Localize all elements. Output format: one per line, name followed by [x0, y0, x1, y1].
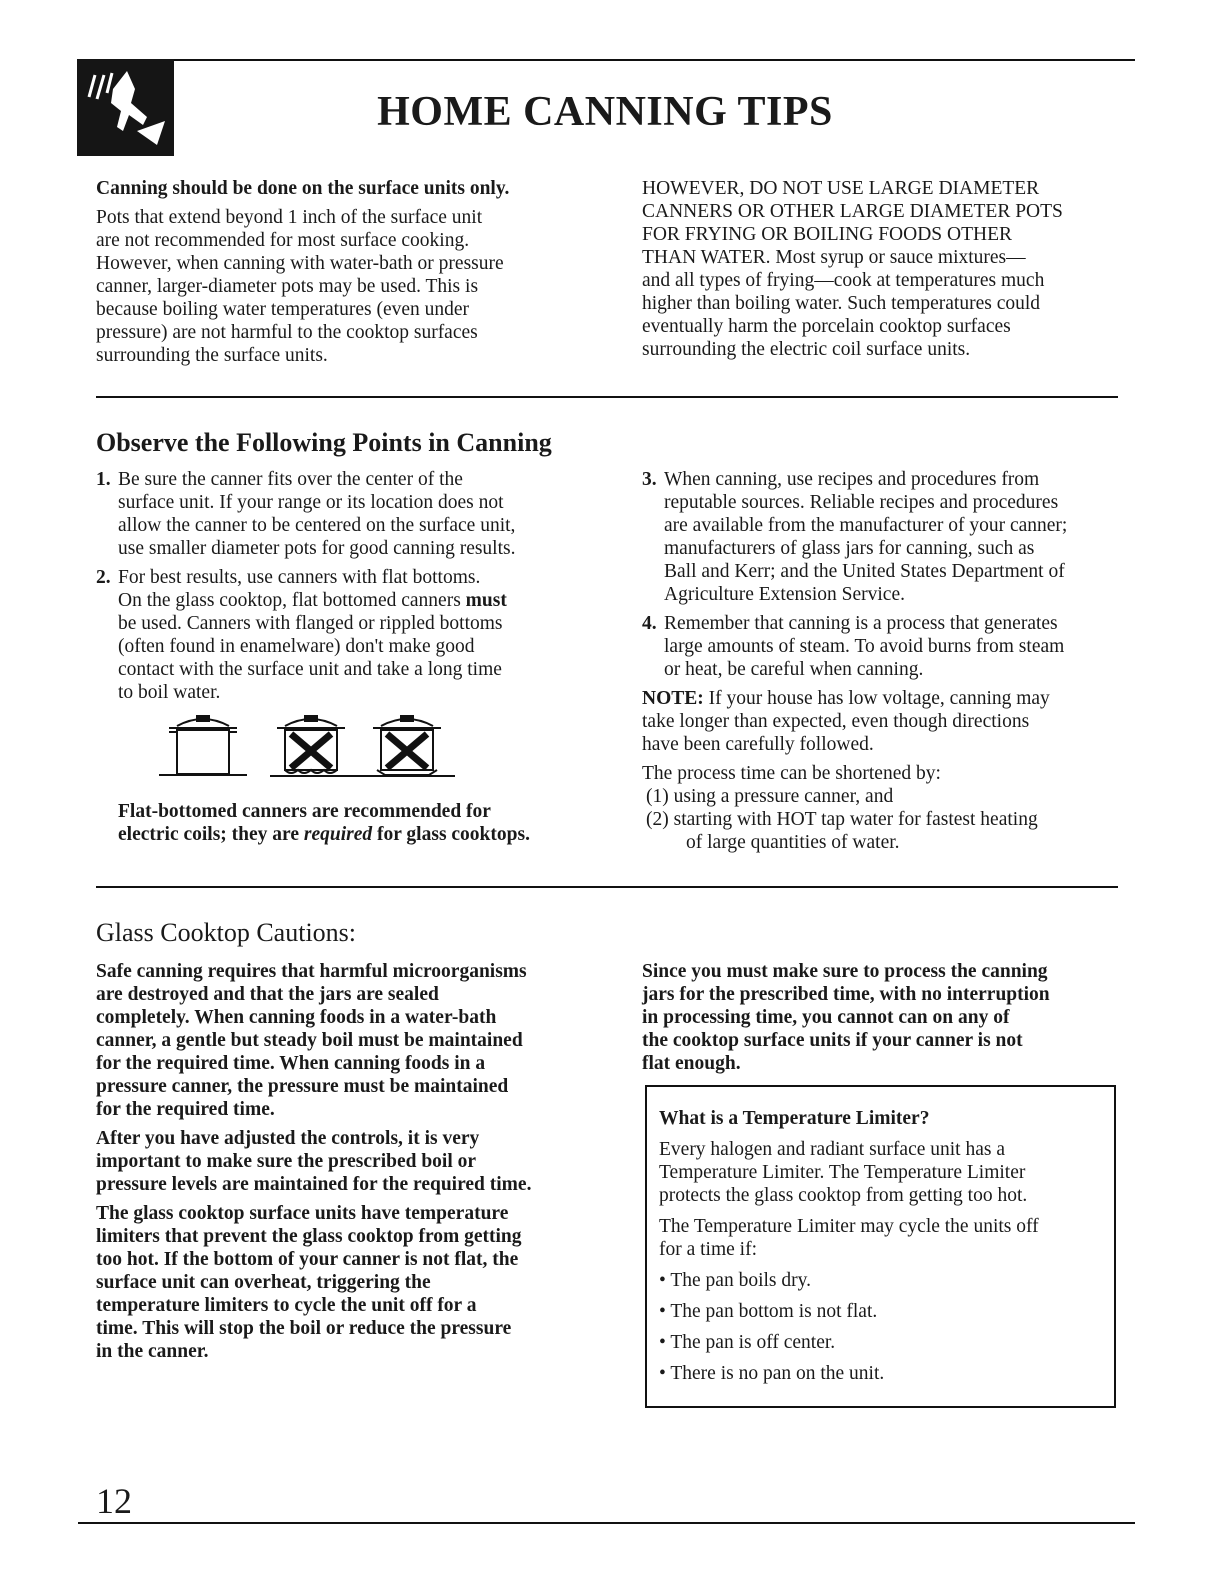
text-run: for glass cooktops.: [372, 824, 530, 845]
text-line: pressure canner, the pressure must be maintained: [96, 1076, 509, 1097]
text-line: take longer than expected, even though directions: [642, 711, 1030, 732]
list-item: [96, 468, 576, 560]
text-line: for the required time. When canning foods in a: [96, 1053, 486, 1074]
page-number: 12: [96, 1481, 132, 1521]
text-line: surface unit. If your range or its location does not: [118, 492, 504, 513]
text-line: allow the canner to be centered on the surface unit,: [118, 515, 516, 536]
text-line: [118, 589, 576, 612]
intro-heading: Canning should be done on the surface units only.: [96, 178, 510, 199]
section-divider: [96, 886, 1118, 888]
process-block: [642, 762, 1122, 854]
observe-right-column: [642, 468, 1122, 854]
top-rule: [78, 59, 1135, 61]
canner-caption: [118, 800, 578, 846]
text-line: canner, larger-diameter pots may be used. This is: [96, 276, 479, 297]
text-line: The Temperature Limiter may cycle the units off: [659, 1216, 1039, 1237]
text-line: because boiling water temperatures (even under: [96, 299, 470, 320]
glass-paragraph: [96, 1127, 586, 1196]
bullet-item: • The pan bottom is not flat.: [659, 1301, 878, 1322]
bullet-item: • The pan boils dry.: [659, 1270, 811, 1291]
list-item: [96, 566, 576, 704]
text-line: Safe canning requires that harmful microorganisms: [96, 961, 527, 982]
text-line: for a time if:: [659, 1239, 758, 1260]
text-line: [642, 687, 1122, 710]
box-title: What is a Temperature Limiter?: [659, 1108, 930, 1129]
text-line: CANNERS OR OTHER LARGE DIAMETER POTS: [642, 201, 1063, 222]
emphasis-text: required: [303, 824, 373, 845]
observe-heading: Observe the Following Points in Canning: [96, 428, 552, 457]
canning-logo-icon: [77, 59, 174, 156]
text-line: HOWEVER, DO NOT USE LARGE DIAMETER: [642, 178, 1040, 199]
canner-illustration: [155, 712, 465, 780]
emphasis-text: must: [465, 590, 507, 611]
page-title: HOME CANNING TIPS: [377, 89, 833, 135]
text-line: pressure levels are maintained for the required time.: [96, 1174, 532, 1195]
glass-left-column: [96, 960, 586, 1363]
text-line: For best results, use canners with flat bottoms.: [118, 567, 481, 588]
text-line: are destroyed and that the jars are sealed: [96, 984, 439, 1005]
observe-left-column: [96, 468, 576, 704]
text-line: (2) starting with HOT tap water for fastest heating: [646, 809, 1038, 830]
text-line: flat enough.: [642, 1053, 741, 1074]
text-line: The glass cooktop surface units have temperature: [96, 1203, 509, 1224]
caption-line: Flat-bottomed canners are recommended for: [118, 801, 491, 822]
text-line: and all types of frying—cook at temperatures much: [642, 270, 1045, 291]
text-line: After you have adjusted the controls, it is very: [96, 1128, 480, 1149]
item-number: 1.: [96, 469, 111, 490]
footer-rule: [78, 1522, 1135, 1524]
text-line: are not recommended for most surface cooking.: [96, 230, 470, 251]
text-line: Pots that extend beyond 1 inch of the surface unit: [96, 207, 483, 228]
glass-right-paragraph: [642, 960, 1122, 1075]
text-line: canner, a gentle but steady boil must be maintained: [96, 1030, 523, 1051]
text-line: Ball and Kerr; and the United States Department of: [664, 561, 1065, 582]
temperature-limiter-box: [645, 1085, 1116, 1408]
glass-heading: Glass Cooktop Cautions:: [96, 918, 357, 947]
intro-left-text: [96, 206, 566, 367]
text-line: in the canner.: [96, 1341, 209, 1362]
text-line: too hot. If the bottom of your canner is not flat, the: [96, 1249, 519, 1270]
text-line: (often found in enamelware) don't make good: [118, 636, 475, 657]
text-line: When canning, use recipes and procedures from: [664, 469, 1040, 490]
text-line: Remember that canning is a process that generates: [664, 613, 1058, 634]
text-line: surrounding the electric coil surface units.: [642, 339, 971, 360]
note-block: [642, 687, 1122, 756]
text-run: electric coils; they are: [118, 824, 304, 845]
text-line: However, when canning with water-bath or pressure: [96, 253, 504, 274]
item-number: 3.: [642, 469, 657, 490]
flanged-canner-icon: [373, 716, 441, 775]
text-line: THAN WATER. Most syrup or sauce mixtures—: [642, 247, 1026, 268]
note-label: NOTE:: [642, 688, 704, 709]
text-run: On the glass cooktop, flat bottomed canners: [118, 590, 466, 611]
text-line: important to make sure the prescribed boil or: [96, 1151, 477, 1172]
caption-line: [118, 823, 578, 846]
text-line: have been carefully followed.: [642, 734, 874, 755]
text-line: time. This will stop the boil or reduce the pressure: [96, 1318, 512, 1339]
item-number: 4.: [642, 613, 657, 634]
text-line: of large quantities of water.: [686, 832, 900, 853]
text-line: limiters that prevent the glass cooktop from getting: [96, 1226, 522, 1247]
text-line: higher than boiling water. Such temperatures could: [642, 293, 1041, 314]
text-line: completely. When canning foods in a water-bath: [96, 1007, 497, 1028]
text-line: manufacturers of glass jars for canning, such as: [664, 538, 1035, 559]
text-line: in processing time, you cannot can on any of: [642, 1007, 1010, 1028]
text-line: contact with the surface unit and take a long time: [118, 659, 502, 680]
text-line: FOR FRYING OR BOILING FOODS OTHER: [642, 224, 1012, 245]
text-line: protects the glass cooktop from getting too hot.: [659, 1185, 1028, 1206]
text-line: the cooktop surface units if your canner is not: [642, 1030, 1023, 1051]
text-line: use smaller diameter pots for good canning results.: [118, 538, 516, 559]
text-line: surrounding the surface units.: [96, 345, 328, 366]
bullet-item: • The pan is off center.: [659, 1332, 836, 1353]
bullet-item: • There is no pan on the unit.: [659, 1363, 885, 1384]
glass-paragraph: [96, 960, 586, 1121]
text-line: large amounts of steam. To avoid burns from steam: [664, 636, 1065, 657]
text-line: for the required time.: [96, 1099, 275, 1120]
text-line: jars for the prescribed time, with no interruption: [642, 984, 1050, 1005]
intro-right: [642, 177, 1122, 361]
text-line: Be sure the canner fits over the center of the: [118, 469, 463, 490]
item-number: 2.: [96, 567, 111, 588]
rippled-canner-icon: [277, 716, 345, 773]
text-line: surface unit can overheat, triggering the: [96, 1272, 431, 1293]
text-line: Agriculture Extension Service.: [664, 584, 905, 605]
text-line: be used. Canners with flanged or rippled bottoms: [118, 613, 503, 634]
box-content: [659, 1107, 1099, 1385]
text-line: Temperature Limiter. The Temperature Limiter: [659, 1162, 1026, 1183]
flat-canner-icon: [159, 716, 247, 775]
list-item: [642, 612, 1122, 681]
text-line: The process time can be shortened by:: [642, 763, 941, 784]
section-divider: [96, 396, 1118, 398]
text-line: or heat, be careful when canning.: [664, 659, 924, 680]
text-line: (1) using a pressure canner, and: [646, 786, 894, 807]
text-line: Every halogen and radiant surface unit has a: [659, 1139, 1005, 1160]
text-line: pressure) are not harmful to the cooktop surfaces: [96, 322, 478, 343]
text-line: eventually harm the porcelain cooktop surfaces: [642, 316, 1011, 337]
list-item: [642, 468, 1122, 606]
text-line: Since you must make sure to process the canning: [642, 961, 1048, 982]
text-line: temperature limiters to cycle the unit off for a: [96, 1295, 477, 1316]
text-line: are available from the manufacturer of your canner;: [664, 515, 1068, 536]
intro-left: [96, 177, 566, 367]
text-line: to boil water.: [118, 682, 221, 703]
text-line: reputable sources. Reliable recipes and procedures: [664, 492, 1059, 513]
text-run: If your house has low voltage, canning may: [703, 688, 1050, 709]
glass-paragraph: [96, 1202, 586, 1363]
